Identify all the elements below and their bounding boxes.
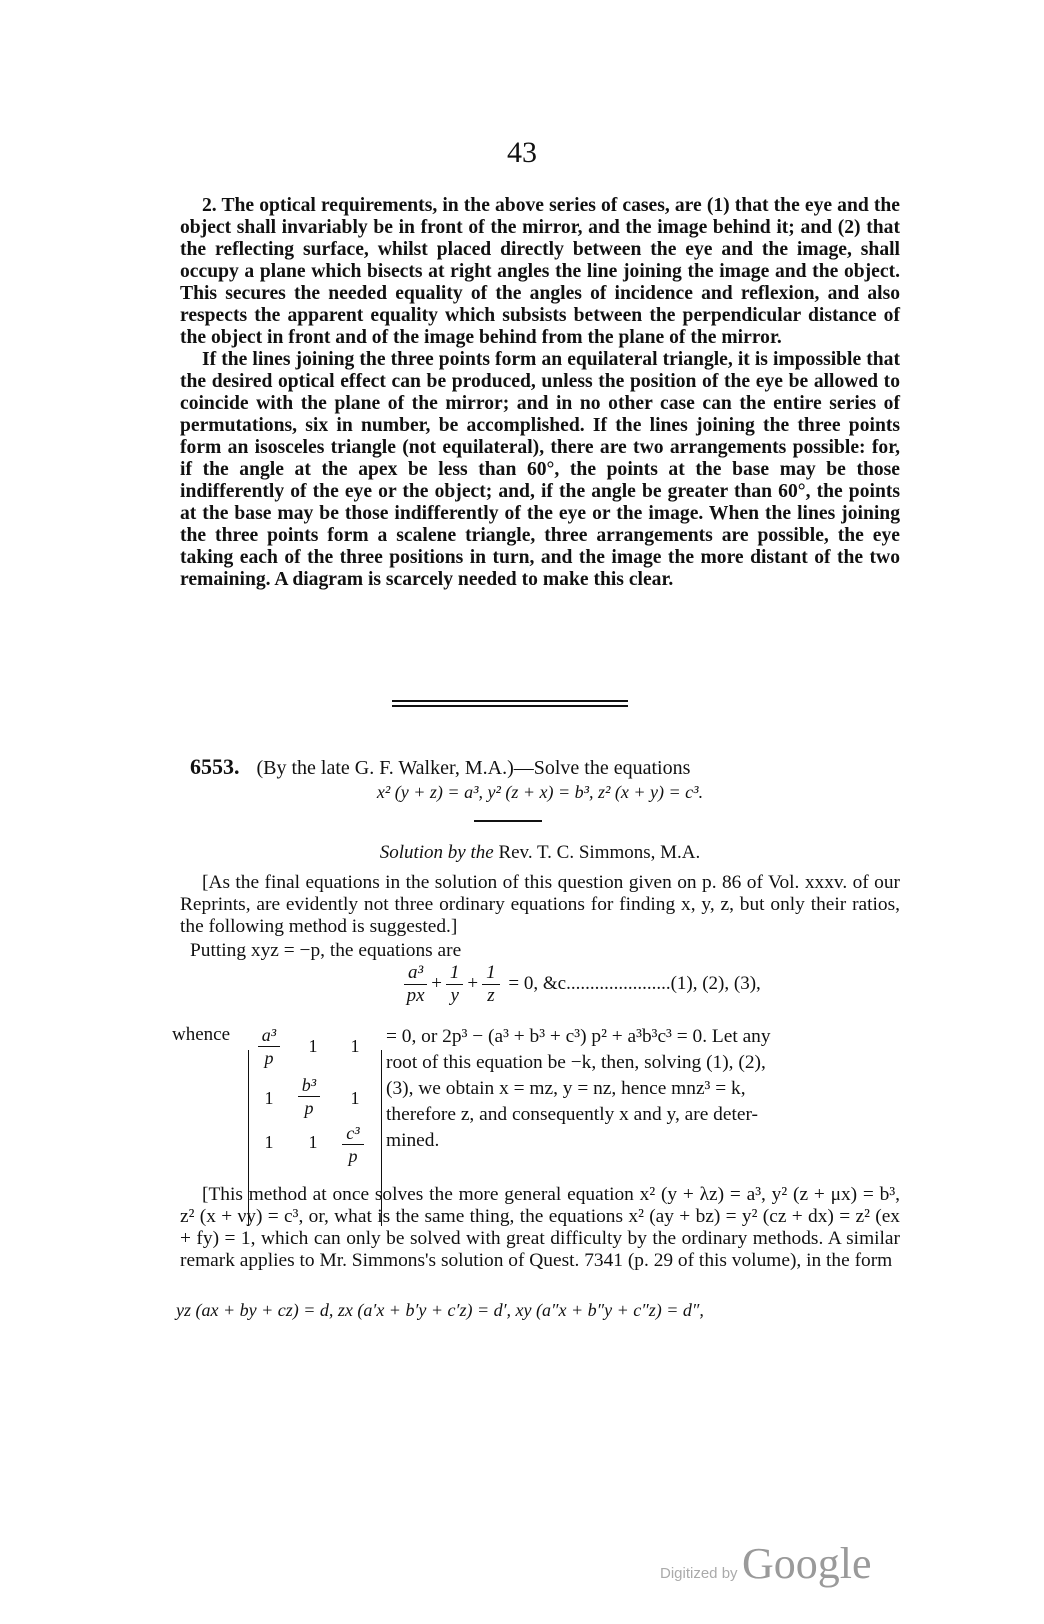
frac-1-y — [446, 962, 464, 1007]
determinant-line: = 0, or 2p³ − (a³ + b³ + c³) p² + a³b³c³ = 0. Let any — [386, 1026, 771, 1047]
matrix-r2c3: 1 — [350, 1088, 360, 1108]
matrix-r1c1 — [249, 1024, 289, 1069]
paragraph-triangles: If the lines joining the three points form an equilateral triangle, it is impossible that the desired optical effect can be produced, unless the position of the eye be allowed to coincide with the plane of the mirror; and in no other case can the entire series of permutations, six in number, be accomplished. If the lines joining the three points form an isosceles triangle (not equilateral), there are two arrangements possible: for, if the angle at the apex be less than 60°, the points at the base may be those indifferently of the eye or the object; and, if the angle be greater than 60°, the points at the base may be those indifferently of the eye or the image. When the lines joining the three points form a scalene triangle, three arrangements are possible, the eye taking each of the three positions in turn, and the image the more distant of the two remaining. A diagram is scarcely needed to make this clear. — [180, 349, 900, 590]
frac-top: 1 — [446, 962, 464, 985]
digitized-footer — [660, 1538, 872, 1589]
putting-line: Putting xyz = −p, the equations are — [190, 940, 462, 961]
page-number: 43 — [507, 136, 537, 169]
question-header — [190, 754, 910, 780]
double-rule-top — [392, 700, 628, 702]
determinant-line: therefore z, and consequently x and y, are deter- — [386, 1104, 758, 1125]
frac-1-z — [482, 962, 500, 1007]
determinant-line: (3), we obtain x = mz, y = nz, hence mnz³ = k, — [386, 1078, 746, 1099]
frac-bottom: p — [348, 1146, 358, 1166]
equation-1: $\frac{\text{a³}}{px}$ + $\frac{1}{y}$ + $\frac{1}{z}$ = 0, &c......................(1), (2), (3), — [400, 962, 761, 1007]
final-equations: yz (ax + by + cz) = d, zx (a′x + b′y + c′z) = d′, xy (a″x + b″y + c″z) = d″, — [176, 1300, 704, 1320]
frac-top: c³ — [342, 1122, 363, 1145]
solution-bracket-paragraph — [180, 872, 900, 938]
solution-heading-italic: Solution by the — [379, 842, 494, 863]
frac-bottom: p — [264, 1048, 274, 1068]
paragraph-optical-requirements: 2. The optical requirements, in the above series of cases, are (1) that the eye and the object shall invariably be in front of the mirror, and the image behind it; and (2) that the reflecting surface, whilst placed directly between the eye and the image, shall occupy a plane which bisects at right angles the line joining the image and the object. This secures the needed equality of the angles of incidence and reflexion, and also respects the apparent equality which subsists between the perpendicular distance of the object in front and of the image behind from the plane of the mirror. — [180, 195, 900, 348]
matrix-r1c2: 1 — [308, 1036, 318, 1056]
matrix-r3c3 — [333, 1122, 373, 1167]
matrix-r3c2: 1 — [308, 1132, 318, 1152]
matrix-r1c3: 1 — [350, 1036, 360, 1056]
frac-a3-px — [404, 962, 427, 1007]
whence-label: whence — [172, 1024, 231, 1045]
determinant-line: root of this equation be −k, then, solving (1), (2), — [386, 1052, 766, 1073]
matrix-r2c1: 1 — [264, 1088, 274, 1108]
remark-paragraph — [180, 1184, 900, 1272]
section-2-text — [180, 195, 900, 591]
determinant-text — [386, 1024, 906, 1154]
frac-top: b³ — [298, 1074, 320, 1097]
question-number: 6553. — [190, 754, 240, 779]
frac-top: a³ — [404, 962, 427, 985]
solution-author: Rev. T. C. Simmons, M.A. — [498, 842, 701, 863]
double-rule-bottom — [392, 705, 628, 707]
frac-bottom: y — [450, 985, 459, 1006]
determinant-line: mined. — [386, 1130, 440, 1151]
frac-bottom: p — [304, 1098, 314, 1118]
frac-bottom: z — [487, 985, 495, 1006]
solution-heading — [180, 842, 900, 864]
remark-text: [This method at once solves the more general equation x² (y + λz) = a³, y² (z + μx) = b³, z² (x + νy) = c³, or, what is the same thing, the equations x² (ay + bz) = y² (cz + dx) = z² (ex + fy) = 1, which can only be solved with great difficulty by the ordinary methods. A similar remark applies to Mr. Simmons's solution of Quest. 7341 (p. 29 of this volume), in the form — [180, 1184, 900, 1271]
matrix-r3c1: 1 — [264, 1132, 274, 1152]
bracket-text: [As the final equations in the solution of this question given on p. 86 of Vol. xxxv. of our Reprints, are evidently not three ordinary equations for finding x, y, z, but only their ratios, the following method is suggested.] — [180, 872, 900, 937]
google-logo: Google — [742, 1539, 872, 1588]
matrix-r2c2 — [289, 1074, 329, 1119]
digitized-label: Digitized by — [660, 1565, 738, 1582]
frac-bottom: px — [406, 985, 425, 1006]
frac-top: 1 — [482, 962, 500, 985]
equation-1-tail: = 0, &c......................(1), (2), (3), — [508, 972, 761, 994]
question-equations: x² (y + z) = a³, y² (z + x) = b³, z² (x + y) = c³. — [376, 782, 704, 802]
frac-top: a³ — [258, 1024, 280, 1047]
question-author: (By the late G. F. Walker, M.A.)—Solve the equations — [256, 757, 691, 779]
short-rule — [474, 820, 542, 822]
